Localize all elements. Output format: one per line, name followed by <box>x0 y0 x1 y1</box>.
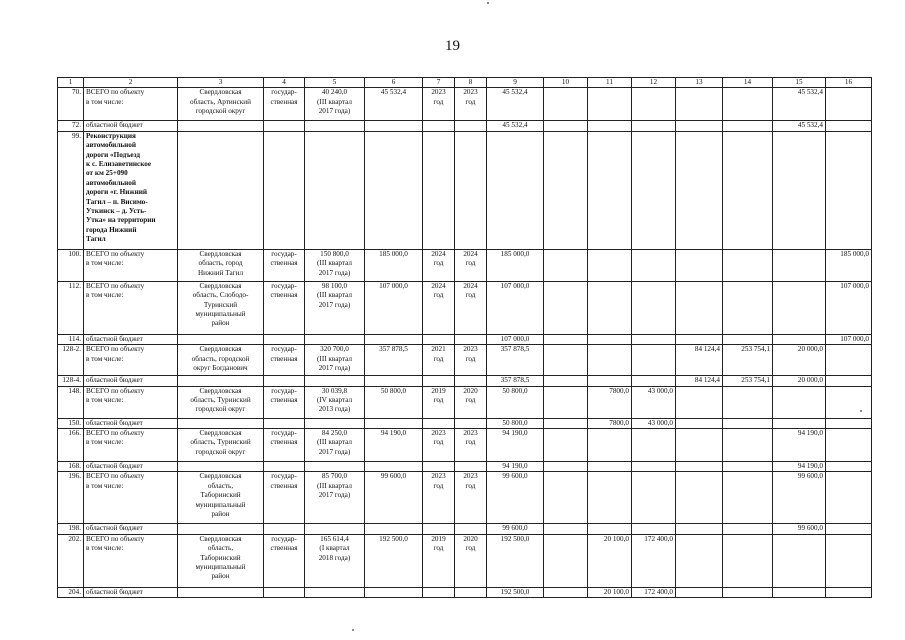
funding-2019: 7800,0 <box>588 418 632 428</box>
funding-2024 <box>826 418 872 428</box>
funding-2018 <box>544 334 588 344</box>
funding-2021 <box>676 534 723 587</box>
end-year: 2024 год <box>455 281 487 334</box>
location <box>178 462 264 472</box>
location: Свердловская область, город Нижний Тагил <box>178 249 264 281</box>
funding-2018 <box>544 249 588 281</box>
end-year: 2020 год <box>455 534 487 587</box>
estimated-cost: 99 600,0 <box>365 472 423 524</box>
object-description: областной бюджет <box>84 587 178 597</box>
object-description: областной бюджет <box>84 376 178 386</box>
location <box>178 418 264 428</box>
estimated-cost <box>365 418 423 428</box>
funding-2022 <box>723 281 773 334</box>
ownership-form <box>264 334 305 344</box>
total-funding: 94 190,0 <box>487 429 544 462</box>
object-description: областной бюджет <box>84 334 178 344</box>
column-number: 2 <box>84 78 178 88</box>
column-number: 6 <box>365 78 423 88</box>
funding-2023 <box>773 249 826 281</box>
object-description: ВСЕГО по объекту в том числе: <box>84 281 178 334</box>
location: Свердловская область, Таборинский муниципальный район <box>178 472 264 524</box>
funding-2023: 94 190,0 <box>773 462 826 472</box>
estimated-cost: 107 000,0 <box>365 281 423 334</box>
location: Свердловская область, Слободо- Туринский муниципальный район <box>178 281 264 334</box>
column-number: 15 <box>773 78 826 88</box>
funding-2019 <box>588 472 632 524</box>
capacity-cost: 98 100,0 (III квартал 2017 года) <box>305 281 365 334</box>
funding-2020: 172 400,0 <box>632 534 676 587</box>
row-number: 72. <box>58 121 84 131</box>
total-funding: 192 500,0 <box>487 534 544 587</box>
end-year: 2023 год <box>455 345 487 376</box>
location: Свердловская область, Таборинский муниципальный район <box>178 534 264 587</box>
funding-2018 <box>544 281 588 334</box>
funding-2023: 94 190,0 <box>773 429 826 462</box>
end-year: 2023 год <box>455 88 487 121</box>
end-year: 2024 год <box>455 249 487 281</box>
table-row <box>58 88 872 121</box>
row-number: 166. <box>58 429 84 462</box>
scan-speck <box>352 629 354 631</box>
ownership-form: государ- ственная <box>264 472 305 524</box>
capacity-cost: 165 614,4 (I квартал 2018 года) <box>305 534 365 587</box>
ownership-form: государ- ственная <box>264 281 305 334</box>
end-year <box>455 418 487 428</box>
location <box>178 121 264 131</box>
funding-2020 <box>632 376 676 386</box>
total-funding: 94 190,0 <box>487 462 544 472</box>
funding-2019: 20 100,0 <box>588 587 632 597</box>
end-year <box>455 334 487 344</box>
total-funding <box>487 131 544 249</box>
location: Свердловская область, Артинский городской округ <box>178 88 264 121</box>
total-funding: 50 800,0 <box>487 418 544 428</box>
funding-2018 <box>544 462 588 472</box>
funding-2023: 20 000,0 <box>773 376 826 386</box>
capacity-cost: 40 240,0 (III квартал 2017 года) <box>305 88 365 121</box>
funding-2021 <box>676 88 723 121</box>
column-number: 12 <box>632 78 676 88</box>
funding-2019 <box>588 462 632 472</box>
funding-2021 <box>676 249 723 281</box>
funding-2021 <box>676 334 723 344</box>
funding-2020 <box>632 472 676 524</box>
estimated-cost <box>365 376 423 386</box>
funding-2024 <box>826 345 872 376</box>
funding-2023 <box>773 131 826 249</box>
page-number: 19 <box>445 38 460 54</box>
estimated-cost <box>365 334 423 344</box>
funding-2019 <box>588 376 632 386</box>
object-description: ВСЕГО по объекту в том числе: <box>84 534 178 587</box>
object-description: ВСЕГО по объекту в том числе: <box>84 345 178 376</box>
funding-2019 <box>588 524 632 534</box>
funding-2021 <box>676 121 723 131</box>
object-description: областной бюджет <box>84 121 178 131</box>
table-row <box>58 524 872 534</box>
funding-2019: 7800,0 <box>588 386 632 418</box>
location: Свердловская область, городской округ Богданович <box>178 345 264 376</box>
row-number: 168. <box>58 462 84 472</box>
funding-2024 <box>826 524 872 534</box>
object-description: ВСЕГО по объекту в том числе: <box>84 88 178 121</box>
funding-2022 <box>723 524 773 534</box>
table-row <box>58 472 872 524</box>
column-number: 14 <box>723 78 773 88</box>
ownership-form <box>264 418 305 428</box>
funding-2021 <box>676 587 723 597</box>
capacity-cost <box>305 462 365 472</box>
object-description: ВСЕГО по объекту в том числе: <box>84 472 178 524</box>
start-year: 2024 год <box>423 281 455 334</box>
column-number-row <box>58 78 872 88</box>
funding-2020 <box>632 88 676 121</box>
capacity-cost <box>305 121 365 131</box>
table-row <box>58 386 872 418</box>
end-year <box>455 524 487 534</box>
funding-2023 <box>773 281 826 334</box>
funding-2022 <box>723 534 773 587</box>
funding-2018 <box>544 524 588 534</box>
column-number: 7 <box>423 78 455 88</box>
start-year <box>423 376 455 386</box>
capacity-cost: 84 250,0 (III квартал 2017 года) <box>305 429 365 462</box>
total-funding: 185 000,0 <box>487 249 544 281</box>
funding-2022 <box>723 88 773 121</box>
row-number: 128-4. <box>58 376 84 386</box>
capacity-cost: 320 700,0 (III квартал 2017 года) <box>305 345 365 376</box>
total-funding: 357 878,5 <box>487 345 544 376</box>
funding-2023 <box>773 534 826 587</box>
capacity-cost <box>305 524 365 534</box>
funding-2019 <box>588 345 632 376</box>
end-year <box>455 376 487 386</box>
funding-2023: 20 000,0 <box>773 345 826 376</box>
funding-2018 <box>544 386 588 418</box>
capacity-cost <box>305 334 365 344</box>
capacity-cost: 150 800,0 (III квартал 2017 года) <box>305 249 365 281</box>
ownership-form <box>264 524 305 534</box>
estimated-cost <box>365 121 423 131</box>
funding-2019 <box>588 121 632 131</box>
location <box>178 587 264 597</box>
location <box>178 131 264 249</box>
end-year <box>455 462 487 472</box>
row-number: 198. <box>58 524 84 534</box>
location: Свердловская область, Туринский городской округ <box>178 429 264 462</box>
funding-2020 <box>632 249 676 281</box>
funding-2020: 43 000,0 <box>632 386 676 418</box>
table-row <box>58 462 872 472</box>
funding-2023 <box>773 386 826 418</box>
funding-2020 <box>632 131 676 249</box>
start-year <box>423 334 455 344</box>
funding-2023 <box>773 334 826 344</box>
ownership-form <box>264 462 305 472</box>
start-year <box>423 587 455 597</box>
funding-2018 <box>544 131 588 249</box>
funding-2024 <box>826 376 872 386</box>
funding-2018 <box>544 534 588 587</box>
table-row <box>58 418 872 428</box>
funding-2023: 99 600,0 <box>773 524 826 534</box>
funding-2022 <box>723 587 773 597</box>
start-year: 2024 год <box>423 249 455 281</box>
start-year <box>423 524 455 534</box>
table-row <box>58 281 872 334</box>
funding-2022 <box>723 334 773 344</box>
funding-2023: 99 600,0 <box>773 472 826 524</box>
row-number: 128-2. <box>58 345 84 376</box>
column-number: 13 <box>676 78 723 88</box>
total-funding: 45 532,4 <box>487 121 544 131</box>
object-description: ВСЕГО по объекту в том числе: <box>84 429 178 462</box>
funding-2024: 185 000,0 <box>826 249 872 281</box>
funding-2023 <box>773 587 826 597</box>
column-number: 5 <box>305 78 365 88</box>
end-year <box>455 587 487 597</box>
funding-2020 <box>632 524 676 534</box>
funding-2020 <box>632 281 676 334</box>
funding-2022: 253 754,1 <box>723 345 773 376</box>
investment-table <box>57 77 872 598</box>
row-number: 150. <box>58 418 84 428</box>
table-row <box>58 345 872 376</box>
scan-speck <box>487 2 489 4</box>
funding-2024 <box>826 587 872 597</box>
funding-2024 <box>826 386 872 418</box>
row-number: 100. <box>58 249 84 281</box>
funding-2024 <box>826 88 872 121</box>
estimated-cost: 357 878,5 <box>365 345 423 376</box>
row-number: 196. <box>58 472 84 524</box>
ownership-form: государ- ственная <box>264 386 305 418</box>
column-number: 8 <box>455 78 487 88</box>
funding-2018 <box>544 418 588 428</box>
capacity-cost <box>305 376 365 386</box>
start-year: 2023 год <box>423 472 455 524</box>
funding-2023 <box>773 418 826 428</box>
estimated-cost <box>365 524 423 534</box>
end-year <box>455 131 487 249</box>
column-number: 3 <box>178 78 264 88</box>
row-number: 114. <box>58 334 84 344</box>
funding-2022 <box>723 418 773 428</box>
estimated-cost <box>365 462 423 472</box>
end-year: 2023 год <box>455 429 487 462</box>
capacity-cost <box>305 418 365 428</box>
funding-2022 <box>723 462 773 472</box>
funding-2018 <box>544 587 588 597</box>
column-number: 10 <box>544 78 588 88</box>
funding-2019: 20 100,0 <box>588 534 632 587</box>
total-funding: 99 600,0 <box>487 524 544 534</box>
funding-2020 <box>632 345 676 376</box>
location: Свердловская область, Туринский городской округ <box>178 386 264 418</box>
table-row <box>58 376 872 386</box>
column-number: 1 <box>58 78 84 88</box>
ownership-form: государ- ственная <box>264 534 305 587</box>
total-funding: 99 600,0 <box>487 472 544 524</box>
row-number: 99. <box>58 131 84 249</box>
start-year <box>423 418 455 428</box>
funding-2022: 253 754,1 <box>723 376 773 386</box>
table-row <box>58 534 872 587</box>
capacity-cost <box>305 131 365 249</box>
funding-2024 <box>826 429 872 462</box>
funding-2020 <box>632 429 676 462</box>
funding-2018 <box>544 345 588 376</box>
funding-2022 <box>723 472 773 524</box>
funding-2023: 45 532,4 <box>773 88 826 121</box>
funding-2020 <box>632 334 676 344</box>
location <box>178 334 264 344</box>
estimated-cost: 94 190,0 <box>365 429 423 462</box>
start-year: 2023 год <box>423 429 455 462</box>
funding-2021 <box>676 472 723 524</box>
funding-2018 <box>544 376 588 386</box>
column-number: 4 <box>264 78 305 88</box>
start-year: 2023 год <box>423 88 455 121</box>
ownership-form <box>264 131 305 249</box>
start-year: 2019 год <box>423 534 455 587</box>
estimated-cost: 185 000,0 <box>365 249 423 281</box>
estimated-cost <box>365 131 423 249</box>
total-funding: 107 000,0 <box>487 334 544 344</box>
funding-2019 <box>588 88 632 121</box>
total-funding: 357 878,5 <box>487 376 544 386</box>
column-number: 16 <box>826 78 872 88</box>
table-row <box>58 249 872 281</box>
object-description: ВСЕГО по объекту в том числе: <box>84 386 178 418</box>
location <box>178 376 264 386</box>
funding-2018 <box>544 121 588 131</box>
capacity-cost: 30 039,8 (IV квартал 2013 года) <box>305 386 365 418</box>
funding-2024 <box>826 121 872 131</box>
funding-2024 <box>826 534 872 587</box>
object-description: ВСЕГО по объекту в том числе: <box>84 249 178 281</box>
start-year: 2021 год <box>423 345 455 376</box>
ownership-form <box>264 376 305 386</box>
funding-2019 <box>588 131 632 249</box>
total-funding: 45 532,4 <box>487 88 544 121</box>
funding-2022 <box>723 131 773 249</box>
ownership-form <box>264 587 305 597</box>
start-year <box>423 121 455 131</box>
row-number: 148. <box>58 386 84 418</box>
ownership-form: государ- ственная <box>264 429 305 462</box>
funding-2023: 45 532,4 <box>773 121 826 131</box>
ownership-form: государ- ственная <box>264 249 305 281</box>
start-year <box>423 462 455 472</box>
funding-2022 <box>723 249 773 281</box>
column-number: 9 <box>487 78 544 88</box>
total-funding: 192 500,0 <box>487 587 544 597</box>
ownership-form <box>264 121 305 131</box>
estimated-cost: 192 500,0 <box>365 534 423 587</box>
funding-2021 <box>676 131 723 249</box>
location <box>178 524 264 534</box>
total-funding: 50 800,0 <box>487 386 544 418</box>
funding-2021 <box>676 281 723 334</box>
funding-2021 <box>676 418 723 428</box>
funding-2018 <box>544 472 588 524</box>
capacity-cost: 85 700,0 (III квартал 2017 года) <box>305 472 365 524</box>
estimated-cost <box>365 587 423 597</box>
ownership-form: государ- ственная <box>264 88 305 121</box>
table-row <box>58 131 872 249</box>
funding-2024 <box>826 472 872 524</box>
funding-2024: 107 000,0 <box>826 334 872 344</box>
funding-2024 <box>826 131 872 249</box>
funding-2021 <box>676 386 723 418</box>
start-year: 2019 год <box>423 386 455 418</box>
end-year <box>455 121 487 131</box>
object-description: областной бюджет <box>84 462 178 472</box>
funding-2022 <box>723 429 773 462</box>
funding-2021: 84 124,4 <box>676 345 723 376</box>
row-number: 202. <box>58 534 84 587</box>
funding-2018 <box>544 429 588 462</box>
table-row <box>58 121 872 131</box>
funding-2021: 84 124,4 <box>676 376 723 386</box>
end-year: 2023 год <box>455 472 487 524</box>
row-number: 70. <box>58 88 84 121</box>
funding-2018 <box>544 88 588 121</box>
funding-2019 <box>588 281 632 334</box>
capacity-cost <box>305 587 365 597</box>
funding-2022 <box>723 121 773 131</box>
funding-2021 <box>676 429 723 462</box>
object-description: областной бюджет <box>84 418 178 428</box>
row-number: 204. <box>58 587 84 597</box>
estimated-cost: 50 800,0 <box>365 386 423 418</box>
funding-2020 <box>632 462 676 472</box>
funding-2022 <box>723 386 773 418</box>
object-description: областной бюджет <box>84 524 178 534</box>
funding-2019 <box>588 334 632 344</box>
estimated-cost: 45 532,4 <box>365 88 423 121</box>
funding-2019 <box>588 249 632 281</box>
row-number: 112. <box>58 281 84 334</box>
table-row <box>58 587 872 597</box>
table-row <box>58 429 872 462</box>
funding-2020: 43 000,0 <box>632 418 676 428</box>
ownership-form: государ- ственная <box>264 345 305 376</box>
funding-2024: 107 000,0 <box>826 281 872 334</box>
object-description: Реконструкция автомобильной дороги «Подъезд к с. Елизаветинское от км 25+090 автомобильной дороги «г. Нижний Тагил – п. Висимо- Уткинск – д. Усть- Утка» на территории города Нижний Тагил <box>84 131 178 249</box>
table-row <box>58 334 872 344</box>
total-funding: 107 000,0 <box>487 281 544 334</box>
funding-2019 <box>588 429 632 462</box>
funding-2021 <box>676 524 723 534</box>
column-number: 11 <box>588 78 632 88</box>
start-year <box>423 131 455 249</box>
funding-2020 <box>632 121 676 131</box>
end-year: 2020 год <box>455 386 487 418</box>
funding-2024 <box>826 462 872 472</box>
funding-2021 <box>676 462 723 472</box>
funding-2020: 172 400,0 <box>632 587 676 597</box>
